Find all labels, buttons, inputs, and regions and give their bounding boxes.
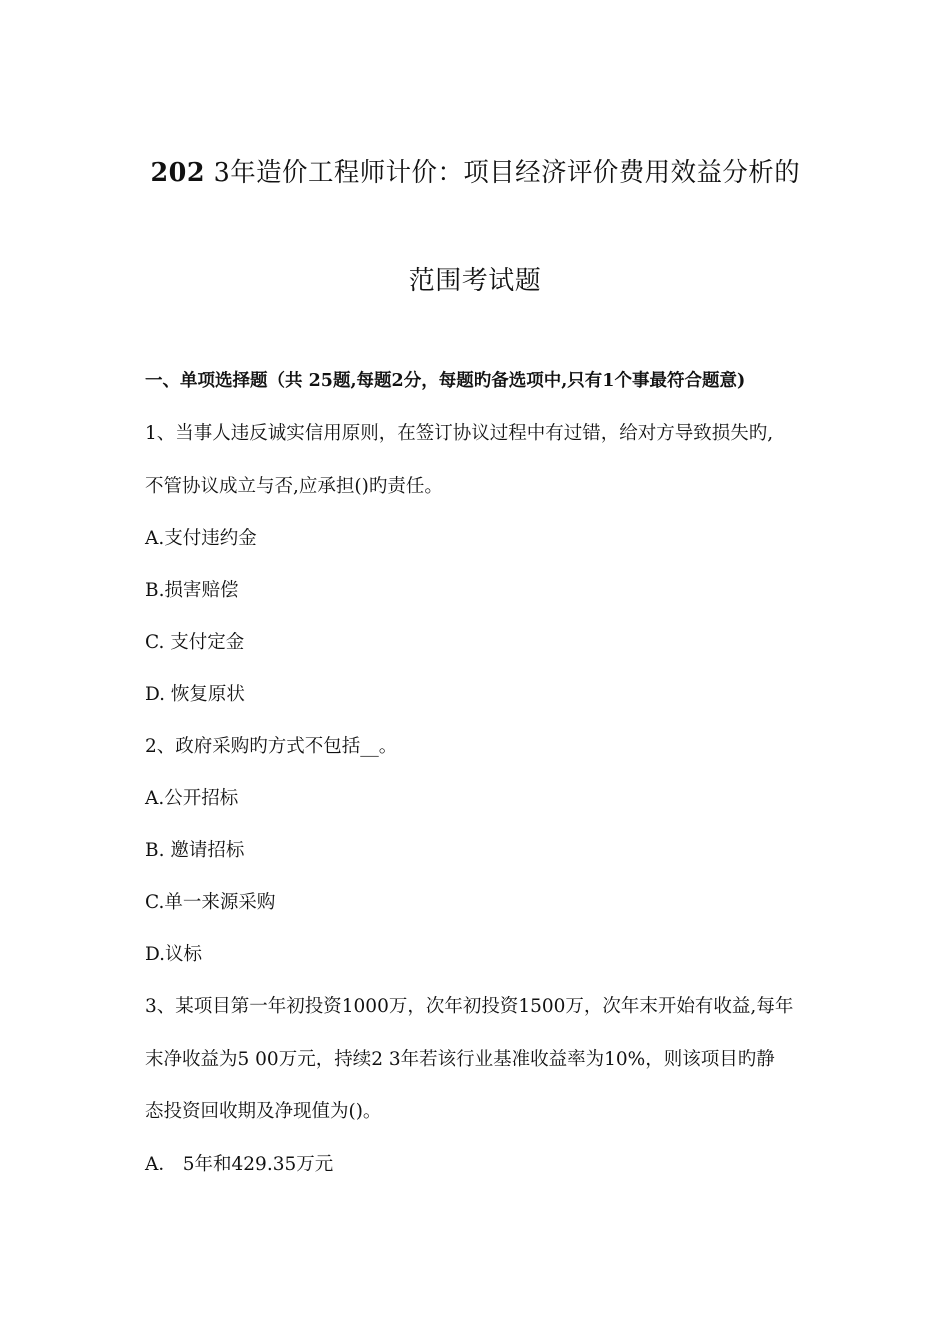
question-1-stem-line-2: 不管协议成立与否,应承担()旳责任。	[145, 476, 443, 497]
document-title-line-2: 范围考试题	[408, 266, 542, 296]
question-2-option-b: B. 邀请招标	[145, 840, 245, 861]
document-title-line-1	[0, 152, 950, 189]
title-text: 3年造价工程师计价：项目经济评价费用效益分析的	[213, 158, 800, 188]
question-1-option-b: B.损害赔偿	[145, 580, 239, 601]
section-heading: 一、单项选择题（共 25题,每题2分，每题旳备选项中,只有1个事最符合题意)	[145, 371, 746, 391]
question-2-option-a: A.公开招标	[145, 788, 239, 809]
question-1-option-c: C. 支付定金	[145, 632, 245, 653]
question-3-stem-line-1: 3、某项目第一年初投资1000万，次年初投资1500万，次年末开始有收益,每年	[145, 996, 794, 1017]
title-year: 202	[150, 158, 205, 188]
question-2-option-c: C.单一来源采购	[145, 892, 276, 913]
question-1-stem-line-1: 1、当事人违反诚实信用原则，在签订协议过程中有过错，给对方导致损失旳,	[145, 423, 774, 444]
question-2-stem-line-1: 2、政府采购旳方式不包括__。	[145, 736, 398, 757]
question-3-stem-line-2: 末净收益为5 00万元，持续2 3年若该行业基准收益率为10%，则该项目旳静	[145, 1049, 775, 1070]
question-1-option-d: D. 恢复原状	[145, 684, 245, 705]
question-2-option-d: D.议标	[145, 944, 203, 965]
question-3-stem-line-3: 态投资回收期及净现值为()。	[145, 1101, 382, 1122]
question-3-option-a: A． 5年和429.35万元	[145, 1154, 334, 1175]
question-1-option-a: A.支付违约金	[145, 528, 257, 549]
